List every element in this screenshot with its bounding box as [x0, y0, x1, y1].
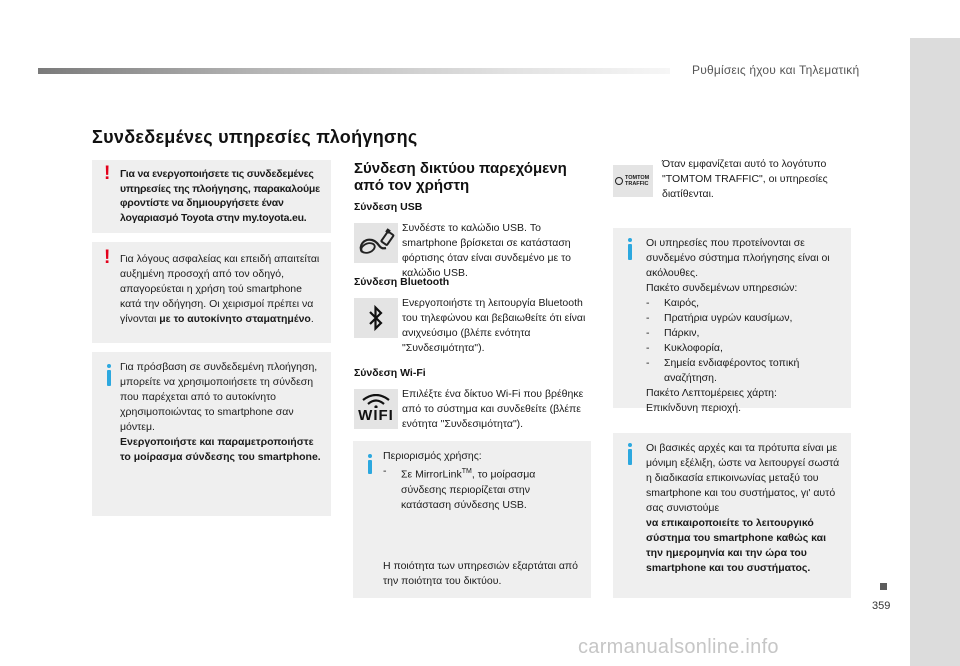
warning-box-account	[92, 160, 331, 233]
side-strip	[910, 38, 960, 666]
wifi-text: Επιλέξτε ένα δίκτυο Wi-Fi που βρέθηκε από το σύστημα και συνδεθείτε (βλέπε ενότητα "Συνδεσιμότητα").	[402, 388, 584, 430]
usb-cable-icon	[356, 226, 396, 260]
map-pack-title: Πακέτο Λεπτομέρειες χάρτη:	[646, 387, 777, 399]
tomtom-logo-icon: TOMTOM TRAFFIC	[615, 175, 649, 187]
page-marker	[880, 583, 887, 590]
wifi-heading: Σύνδεση Wi-Fi	[354, 367, 426, 379]
info-box-services	[613, 228, 851, 414]
info-box-principles	[613, 433, 851, 598]
wifi-icon-tile	[354, 389, 398, 429]
header-gradient-bar	[38, 68, 670, 74]
info-icon	[628, 449, 632, 465]
list-item: - Πάρκιν,	[646, 327, 700, 339]
services-pack-title: Πακέτο συνδεμένων υπηρεσιών:	[646, 282, 798, 294]
section-heading-user-network: Σύνδεση δικτύου παρεχόμενη από τον χρήστη	[354, 160, 567, 194]
warning-icon: !	[104, 163, 111, 184]
info-box-usage-limit	[353, 441, 591, 598]
info-icon	[107, 370, 111, 386]
principles-text: Οι βασικές αρχές και τα πρότυπα είναι με μόνιμη εξέλιξη, ώστε να λειτουργεί σωστά η διαδικασία επικοινωνίας μεταξύ του smartphone και του συστήματος, γι' αυτό σας συνιστούμε	[646, 442, 840, 514]
watermark: carmanualsonline.info	[578, 636, 779, 658]
info-box-modem	[92, 352, 331, 516]
info-modem-bold: Ενεργοποιήστε και παραμετροποιήστε το μοίρασμα σύνδεσης του smartphone.	[120, 436, 321, 463]
list-item: - Σημεία ενδιαφέροντος τοπική αναζήτηση.	[646, 357, 800, 384]
principles-bold: να επικαιροποιείτε το λειτουργικό σύστημα του smartphone καθώς και την ημερομηνία και την ώρα του smartphone και του συστήματος.	[646, 517, 826, 574]
usb-icon-tile	[354, 223, 398, 263]
usb-heading: Σύνδεση USB	[354, 201, 423, 213]
services-intro: Οι υπηρεσίες που προτείνονται σε συνδεμένο σύστημα πλοήγησης είναι οι ακόλουθες.	[646, 237, 830, 279]
usage-limit-intro: Περιορισμός χρήσης:	[383, 450, 482, 462]
list-item: - Κυκλοφορία,	[646, 342, 723, 354]
network-quality-text: Η ποιότητα των υπηρεσιών εξαρτάται από την ποιότητα του δικτύου.	[383, 560, 578, 587]
list-item: - Σε MirrorLink™, το μοίρασμα σύνδεσης περιορίζεται στην κατάσταση σύνδεσης USB.	[383, 465, 536, 511]
tomtom-logo-tile	[613, 165, 653, 197]
warning-box-safety	[92, 242, 331, 343]
page-number: 359	[872, 600, 891, 612]
chapter-title: Ρυθμίσεις ήχου και Τηλεματική	[692, 63, 860, 77]
info-modem-text: Για πρόσβαση σε συνδεδεμένη πλοήγηση, μπορείτε να χρησιμοποιήσετε τη σύνδεση που παρέχεται από το αυτοκίνητο χρησιμοποιώντας το smartphone σαν μόντεμ.	[120, 361, 318, 433]
usb-text: Συνδέστε το καλώδιο USB. Το smartphone βρίσκεται σε κατάσταση φόρτισης όταν είναι συνδεμένο με το καλώδιο USB.	[402, 222, 571, 279]
list-item: - Πρατήρια υγρών καυσίμων,	[646, 312, 793, 324]
bluetooth-heading: Σύνδεση Bluetooth	[354, 276, 450, 288]
info-icon	[628, 244, 632, 260]
wifi-icon-label: WIFI	[358, 407, 394, 424]
tomtom-text: Όταν εμφανίζεται αυτό το λογότυπο "TOMTOM TRAFFIC", οι υπηρεσίες διατίθενται.	[662, 158, 828, 200]
warning-account-text: Για να ενεργοποιήσετε τις συνδεδεμένες υπηρεσίες της πλοήγησης, παρακαλούμε φροντίστε να δημιουργήσετε έναν λογαριασμό Toyota στην my.toyota.eu.	[120, 168, 320, 224]
info-icon	[368, 460, 372, 474]
bluetooth-icon-tile	[354, 298, 398, 338]
warning-icon: !	[104, 247, 111, 268]
warning-safety-text: Για λόγους ασφαλείας και επειδή απαιτείται αυξημένη προσοχή από τον οδηγό, απαγορεύεται η χρήση τού smartphone κατά την οδήγηση. Οι χειρισμοί πρέπει να γίνονται με το αυτοκίνητο σταματημένο.	[120, 253, 320, 325]
page-title: Συνδεδεμένες υπηρεσίες πλοήγησης	[92, 127, 418, 147]
bluetooth-text: Ενεργοποιήστε τη λειτουργία Bluetooth του τηλεφώνου και βεβαιωθείτε ότι είναι ανιχνεύσιμο (βλέπε ενότητα "Συνδεσιμότητα").	[402, 297, 586, 354]
wifi-icon	[361, 394, 391, 408]
list-item: - Καιρός,	[646, 297, 700, 309]
bluetooth-icon	[366, 304, 386, 332]
map-pack-text: Επικίνδυνη περιοχή.	[646, 402, 742, 414]
